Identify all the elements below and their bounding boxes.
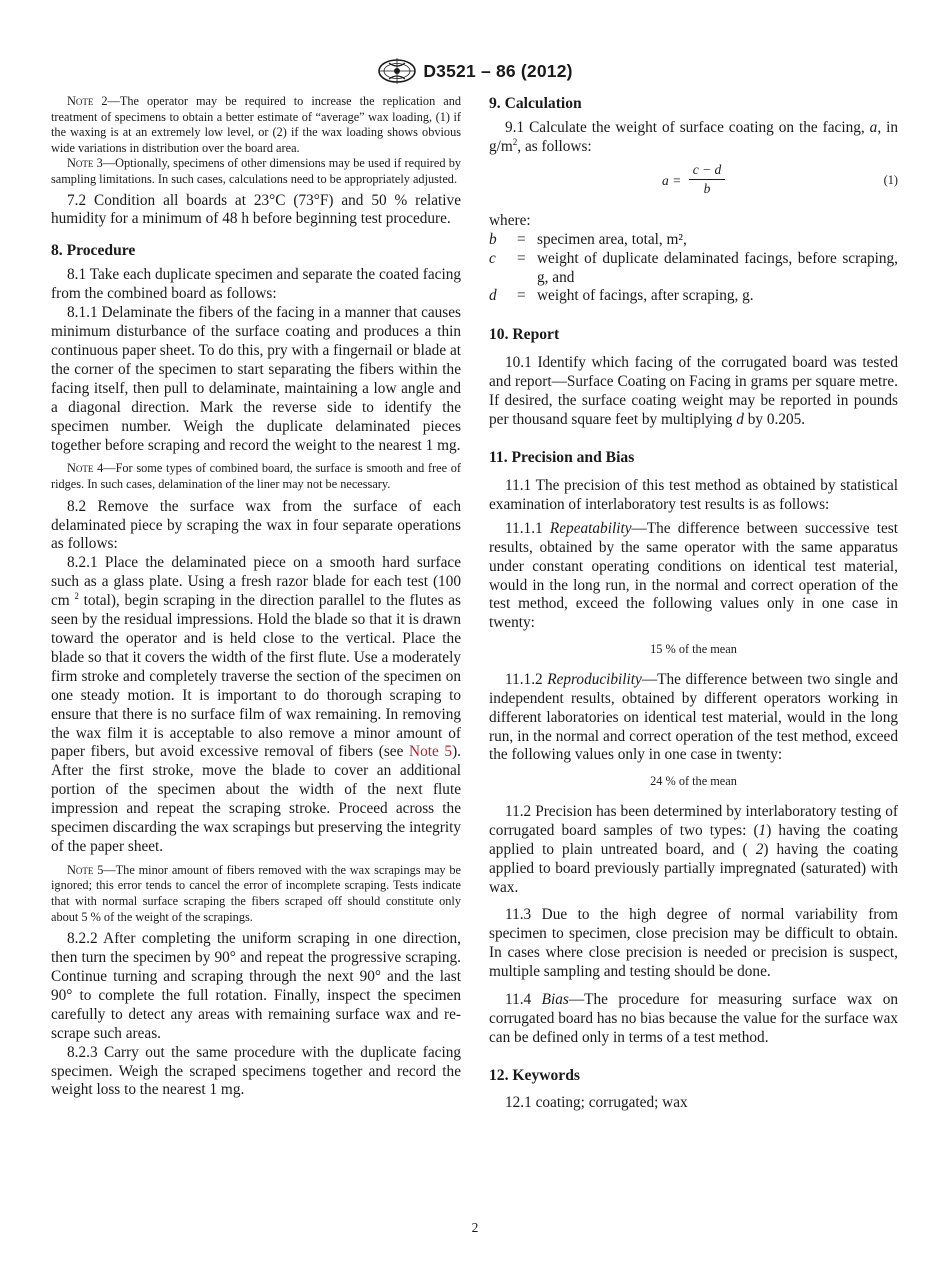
- para-11-4: 11.4 Bias—The procedure for measuring surface wax on corrugated board has no bias because the value for the surface wax can be defined only in terms of a test method.: [489, 991, 899, 1046]
- para-11-1: 11.1 The precision of this test method as obtained by statistical examination of interlaboratory test results is as follows:: [489, 476, 898, 513]
- para-9-1: 9.1 Calculate the weight of surface coating on the facing, a, in $g/m^2$, as follows:: [489, 119, 899, 155]
- para-12-1: 12.1 coating; corrugated; wax: [505, 1093, 688, 1111]
- equation-lhs: a =: [662, 172, 682, 188]
- para-8-2: 8.2 Remove the surface wax from the surface of each delaminated piece by scraping the wax in four separate operations as follows:: [51, 497, 461, 553]
- page-header: [0, 56, 950, 86]
- section-12-heading: 12. Keywords: [489, 1066, 580, 1084]
- equation-denominator: b: [703, 180, 711, 196]
- page-number: 2: [471, 1220, 479, 1235]
- para-7-2: 7.2 Condition all boards at 23°C (73°F) and 50 % relative humidity for a minimum of 48 h before beginning test procedure.: [51, 191, 461, 228]
- definition-d: d = weight of facings, after scraping, g.: [489, 287, 754, 305]
- para-11-3: 11.3 Due to the high degree of normal variability from specimen to specimen, close precision may be difficult to obtain. In cases where close precision is needed or precision is suspect, multiple sampling and testing should be done.: [489, 906, 898, 981]
- astm-logo-icon: [377, 57, 417, 85]
- note-2: Note 2—The operator may be required to increase the replication and treatment of specimens to obtain a better estimate of “average” wax loading, (1) if the waxing is at an extremely low level, or (2) if the wax loading shows obvious wide variations in distribution over the board area.: [51, 94, 461, 155]
- para-8-2-1: 8.2.1 Place the delaminated piece on a smooth hard surface such as a glass plate. Using a fresh razor blade for each test (100 cm $^2$ total), begin scraping in the direction parallel to the flutes as seen by the residual impressions. Hold the blade so that it is drawn toward the operator and is held close to the vertical. Place the blade so that it covers the width of the first flute. Use a moderately firm stroke and completely traverse the section of the specimen on one steady motion. It is important to do thorough scraping to ensure that there is no surface film of wax remaining. In removing the wax film it is acceptable to also remove a minor amount of paper fibers, but avoid excessive removal of fibers (see Note 5). After the first stroke, move the blade to cover an additional portion of the specimen about the width of the next flute impression and repeat the scraping stroke. Proceed across the specimen discarding the wax scrapings but preserving the integrity of the paper sheet.: [51, 554, 461, 855]
- note-3: Note 3—Optionally, specimens of other dimensions may be used if required by sampling limitations. In such cases, calculations need to be appropriately adjusted.: [51, 156, 462, 186]
- right-column: [489, 94, 898, 1113]
- equation-1: [489, 162, 898, 202]
- para-11-1-2: 11.1.2 Reproducibility—The difference between two single and independent results, obtained by different operators working in different laboratories on identical test material, would in the long run, in the normal and correct operation of the test method, exceed the following values only in one case in twenty:: [489, 670, 898, 764]
- para-11-2: 11.2 Precision has been determined by interlaboratory testing of corrugated board samples of two types: (1) having the coating applied to plain untreated board, and ( 2) having the coating applied to board previously partially impregnated (saturated) with wax.: [489, 802, 898, 896]
- variable-definitions: [489, 231, 898, 307]
- repeatability-value: 15 % of the mean: [650, 642, 737, 657]
- equation-fraction: [689, 162, 725, 197]
- para-8-2-2: 8.2.2 After completing the uniform scraping in one direction, then turn the specimen by 90° and repeat the progressive scraping. Continue turning and scraping through the next 90° and the last 90° to complete the full rotation. Finally, inspect the specimen carefully to detect any areas with remaining surface wax and re-scrape such areas.: [51, 930, 461, 1042]
- where-label: where:: [489, 211, 531, 229]
- note-5-link[interactable]: Note 5: [409, 743, 453, 761]
- para-8-2-3: 8.2.3 Carry out the same procedure with the duplicate facing specimen. Weigh the scraped specimens together and record the weight loss to the nearest 1 mg.: [51, 1043, 461, 1099]
- para-10-1: 10.1 Identify which facing of the corrugated board was tested and report—Surface Coating on Facing in grams per square metre. If desired, the surface coating weight may be reported in pounds per thousand square feet by multiplying d by 0.205.: [489, 354, 898, 429]
- equation-number: (1): [883, 172, 898, 187]
- definition-c: c = weight of duplicate delaminated facings, before scraping, g, and: [489, 249, 898, 286]
- para-11-1-1: 11.1.1 Repeatability—The difference between successive test results, obtained by the same operator with the same apparatus under constant operating conditions on identical test material, would in the long run, in the normal and correct operation of the test method, exceed the following values only in one case in twenty:: [489, 519, 899, 632]
- note-5: Note 5—The minor amount of fibers removed with the wax scrapings may be ignored; this error tends to cancel the error of incomplete scraping. Tests indicate that with normal surface scraping the fibers scraped off should constitute only about 5 % of the weight of the scrapings.: [51, 862, 461, 924]
- section-10-heading: 10. Report: [489, 326, 560, 344]
- para-8-1: 8.1 Take each duplicate specimen and separate the coated facing from the combined board as follows:: [51, 266, 461, 303]
- section-8-heading: 8. Procedure: [51, 242, 136, 260]
- equation-numerator: c − d: [689, 162, 725, 180]
- para-8-1-1: 8.1.1 Delaminate the fibers of the facing in a manner that causes minimum disturbance of the surface coating and produces a thin continuous paper sheet. To do this, pry with a fingernail or blade at the corner of the specimen to start separating the fibers within the facing itself, then pull to delaminate, maintaining a low angle and a diagonal direction. Mark the reverse side to identify the specimen number. Weigh the duplicate delaminated pieces together before scraping and record the weight to the nearest 1 mg.: [51, 304, 461, 454]
- section-9-heading: 9. Calculation: [489, 95, 582, 112]
- left-column: [51, 94, 461, 1100]
- definition-b: b = specimen area, total, m²,: [489, 230, 687, 248]
- section-11-heading: 11. Precision and Bias: [489, 448, 635, 466]
- reproducibility-value: 24 % of the mean: [650, 774, 737, 789]
- note-4: Note 4—For some types of combined board, the surface is smooth and free of ridges. In such cases, delamination of the liner may not be necessary.: [51, 461, 461, 492]
- standard-designation: D3521 – 86 (2012): [423, 60, 573, 81]
